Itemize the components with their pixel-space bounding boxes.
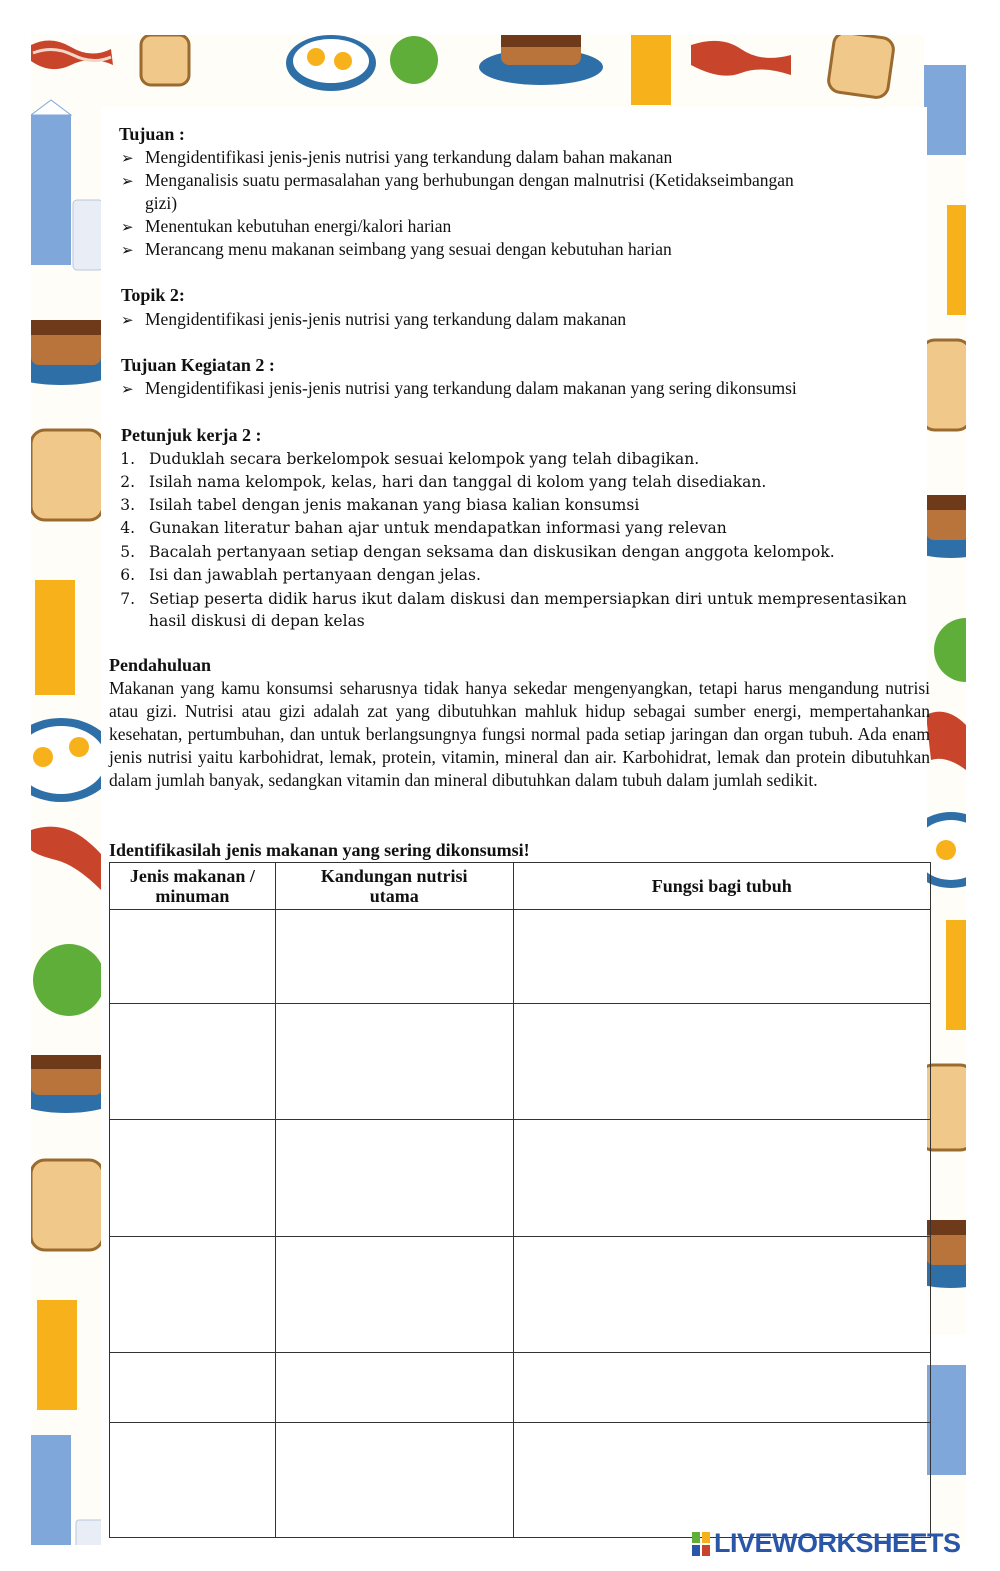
- table-row: [110, 1120, 931, 1237]
- list-item: ➢ Menentukan kebutuhan energi/kalori harian: [121, 215, 451, 240]
- table-cell-input[interactable]: [275, 1120, 513, 1237]
- table-row: [110, 910, 931, 1004]
- logo-text: LIVEWORKSHEETS: [714, 1528, 961, 1558]
- list-item: 2. Isilah nama kelompok, kelas, hari dan tanggal di kolom yang telah disediakan.: [120, 473, 767, 491]
- list-item: ➢ Mengidentifikasi jenis-jenis nutrisi yang terkandung dalam makanan: [121, 308, 626, 333]
- table-cell-input[interactable]: [513, 1237, 930, 1353]
- nutrition-table: [109, 862, 931, 1538]
- table-cell-input[interactable]: [110, 1237, 276, 1353]
- table-row: [110, 1353, 931, 1423]
- table-cell-input[interactable]: [110, 910, 276, 1004]
- table-cell-input[interactable]: [110, 1423, 276, 1538]
- list-item: 1. Duduklah secara berkelompok sesuai kelompok yang telah dibagikan.: [120, 450, 700, 468]
- arrow-bullet-icon: ➢: [121, 174, 134, 190]
- pendahuluan-paragraph: Makanan yang kamu konsumsi seharusnya tidak hanya sekedar mengenyangkan, tetapi harus mengandung nutrisi atau gizi. Nutrisi atau gizi adalah zat yang dibutuhkan mahluk hidup sebagai sumber energi, mempertahankan kesehatan, pertumbuhan, dan untuk berlangsungnya fungsi normal pada setiap jaringan dan organ tubuh. Ada enam jenis nutrisi yaitu karbohidrat, lemak, protein, vitamin, mineral dan air. Karbohidrat, lemak dan protein dibutuhkan dalam jumlah banyak, sedangkan vitamin dan mineral dibutuhkan dalam tubuh dalam jumlah sedikit.: [109, 678, 930, 790]
- list-item-continuation: gizi): [145, 193, 178, 213]
- list-item: 3. Isilah tabel dengan jenis makanan yang biasa kalian konsumsi: [120, 496, 640, 514]
- table-header-row: [110, 863, 931, 910]
- list-item: ➢ Menganalisis suatu permasalahan yang berhubungan dengan malnutrisi (Ketidakseimbangan: [121, 169, 794, 194]
- table-cell-input[interactable]: [110, 1120, 276, 1237]
- table-row: [110, 1423, 931, 1538]
- table-cell-input[interactable]: [513, 1004, 930, 1120]
- arrow-bullet-icon: ➢: [121, 313, 134, 329]
- column-header-kandungan: Kandungan nutrisi utama: [275, 863, 513, 910]
- tujuan-heading: Tujuan :: [119, 124, 185, 144]
- tujuan-kegiatan-heading: Tujuan Kegiatan 2 :: [121, 355, 275, 375]
- table-cell-input[interactable]: [110, 1004, 276, 1120]
- petunjuk-heading: Petunjuk kerja 2 :: [121, 425, 262, 445]
- table-title: Identifikasilah jenis makanan yang sering dikonsumsi!: [109, 840, 530, 860]
- table-row: [110, 1004, 931, 1120]
- list-item-continuation: hasil diskusi di depan kelas: [149, 612, 365, 630]
- list-item: 6. Isi dan jawablah pertanyaan dengan jelas.: [120, 566, 481, 584]
- list-item: ➢ Merancang menu makanan seimbang yang sesuai dengan kebutuhan harian: [121, 238, 672, 263]
- arrow-bullet-icon: ➢: [121, 151, 134, 167]
- table-cell-input[interactable]: [110, 1353, 276, 1423]
- table-cell-input[interactable]: [275, 1353, 513, 1423]
- list-item: ➢ Mengidentifikasi jenis-jenis nutrisi yang terkandung dalam bahan makanan: [121, 146, 672, 171]
- table-cell-input[interactable]: [513, 1120, 930, 1237]
- table-cell-input[interactable]: [275, 1237, 513, 1353]
- arrow-bullet-icon: ➢: [121, 243, 134, 259]
- table-cell-input[interactable]: [275, 910, 513, 1004]
- liveworksheets-logo[interactable]: [692, 1528, 961, 1559]
- liveworksheets-mark-icon: [692, 1532, 710, 1556]
- topik-heading: Topik 2:: [121, 285, 185, 305]
- table-cell-input[interactable]: [275, 1004, 513, 1120]
- table-cell-input[interactable]: [513, 910, 930, 1004]
- table-cell-input[interactable]: [275, 1423, 513, 1538]
- arrow-bullet-icon: ➢: [121, 220, 134, 236]
- table-cell-input[interactable]: [513, 1353, 930, 1423]
- list-item: ➢ Mengidentifikasi jenis-jenis nutrisi yang terkandung dalam makanan yang sering dikonsumsi: [121, 377, 797, 402]
- list-item: 5. Bacalah pertanyaan setiap dengan seksama dan diskusikan dengan anggota kelompok.: [120, 543, 835, 561]
- list-item: 7. Setiap peserta didik harus ikut dalam diskusi dan mempersiapkan diri untuk mempresentasikan: [120, 590, 907, 608]
- table-row: [110, 1237, 931, 1353]
- column-header-jenis: Jenis makanan / minuman: [110, 863, 276, 910]
- column-header-fungsi: Fungsi bagi tubuh: [513, 863, 930, 910]
- pendahuluan-heading: Pendahuluan: [109, 655, 212, 675]
- table-cell-input[interactable]: [513, 1423, 930, 1538]
- arrow-bullet-icon: ➢: [121, 382, 134, 398]
- list-item: 4. Gunakan literatur bahan ajar untuk mendapatkan informasi yang relevan: [120, 519, 727, 537]
